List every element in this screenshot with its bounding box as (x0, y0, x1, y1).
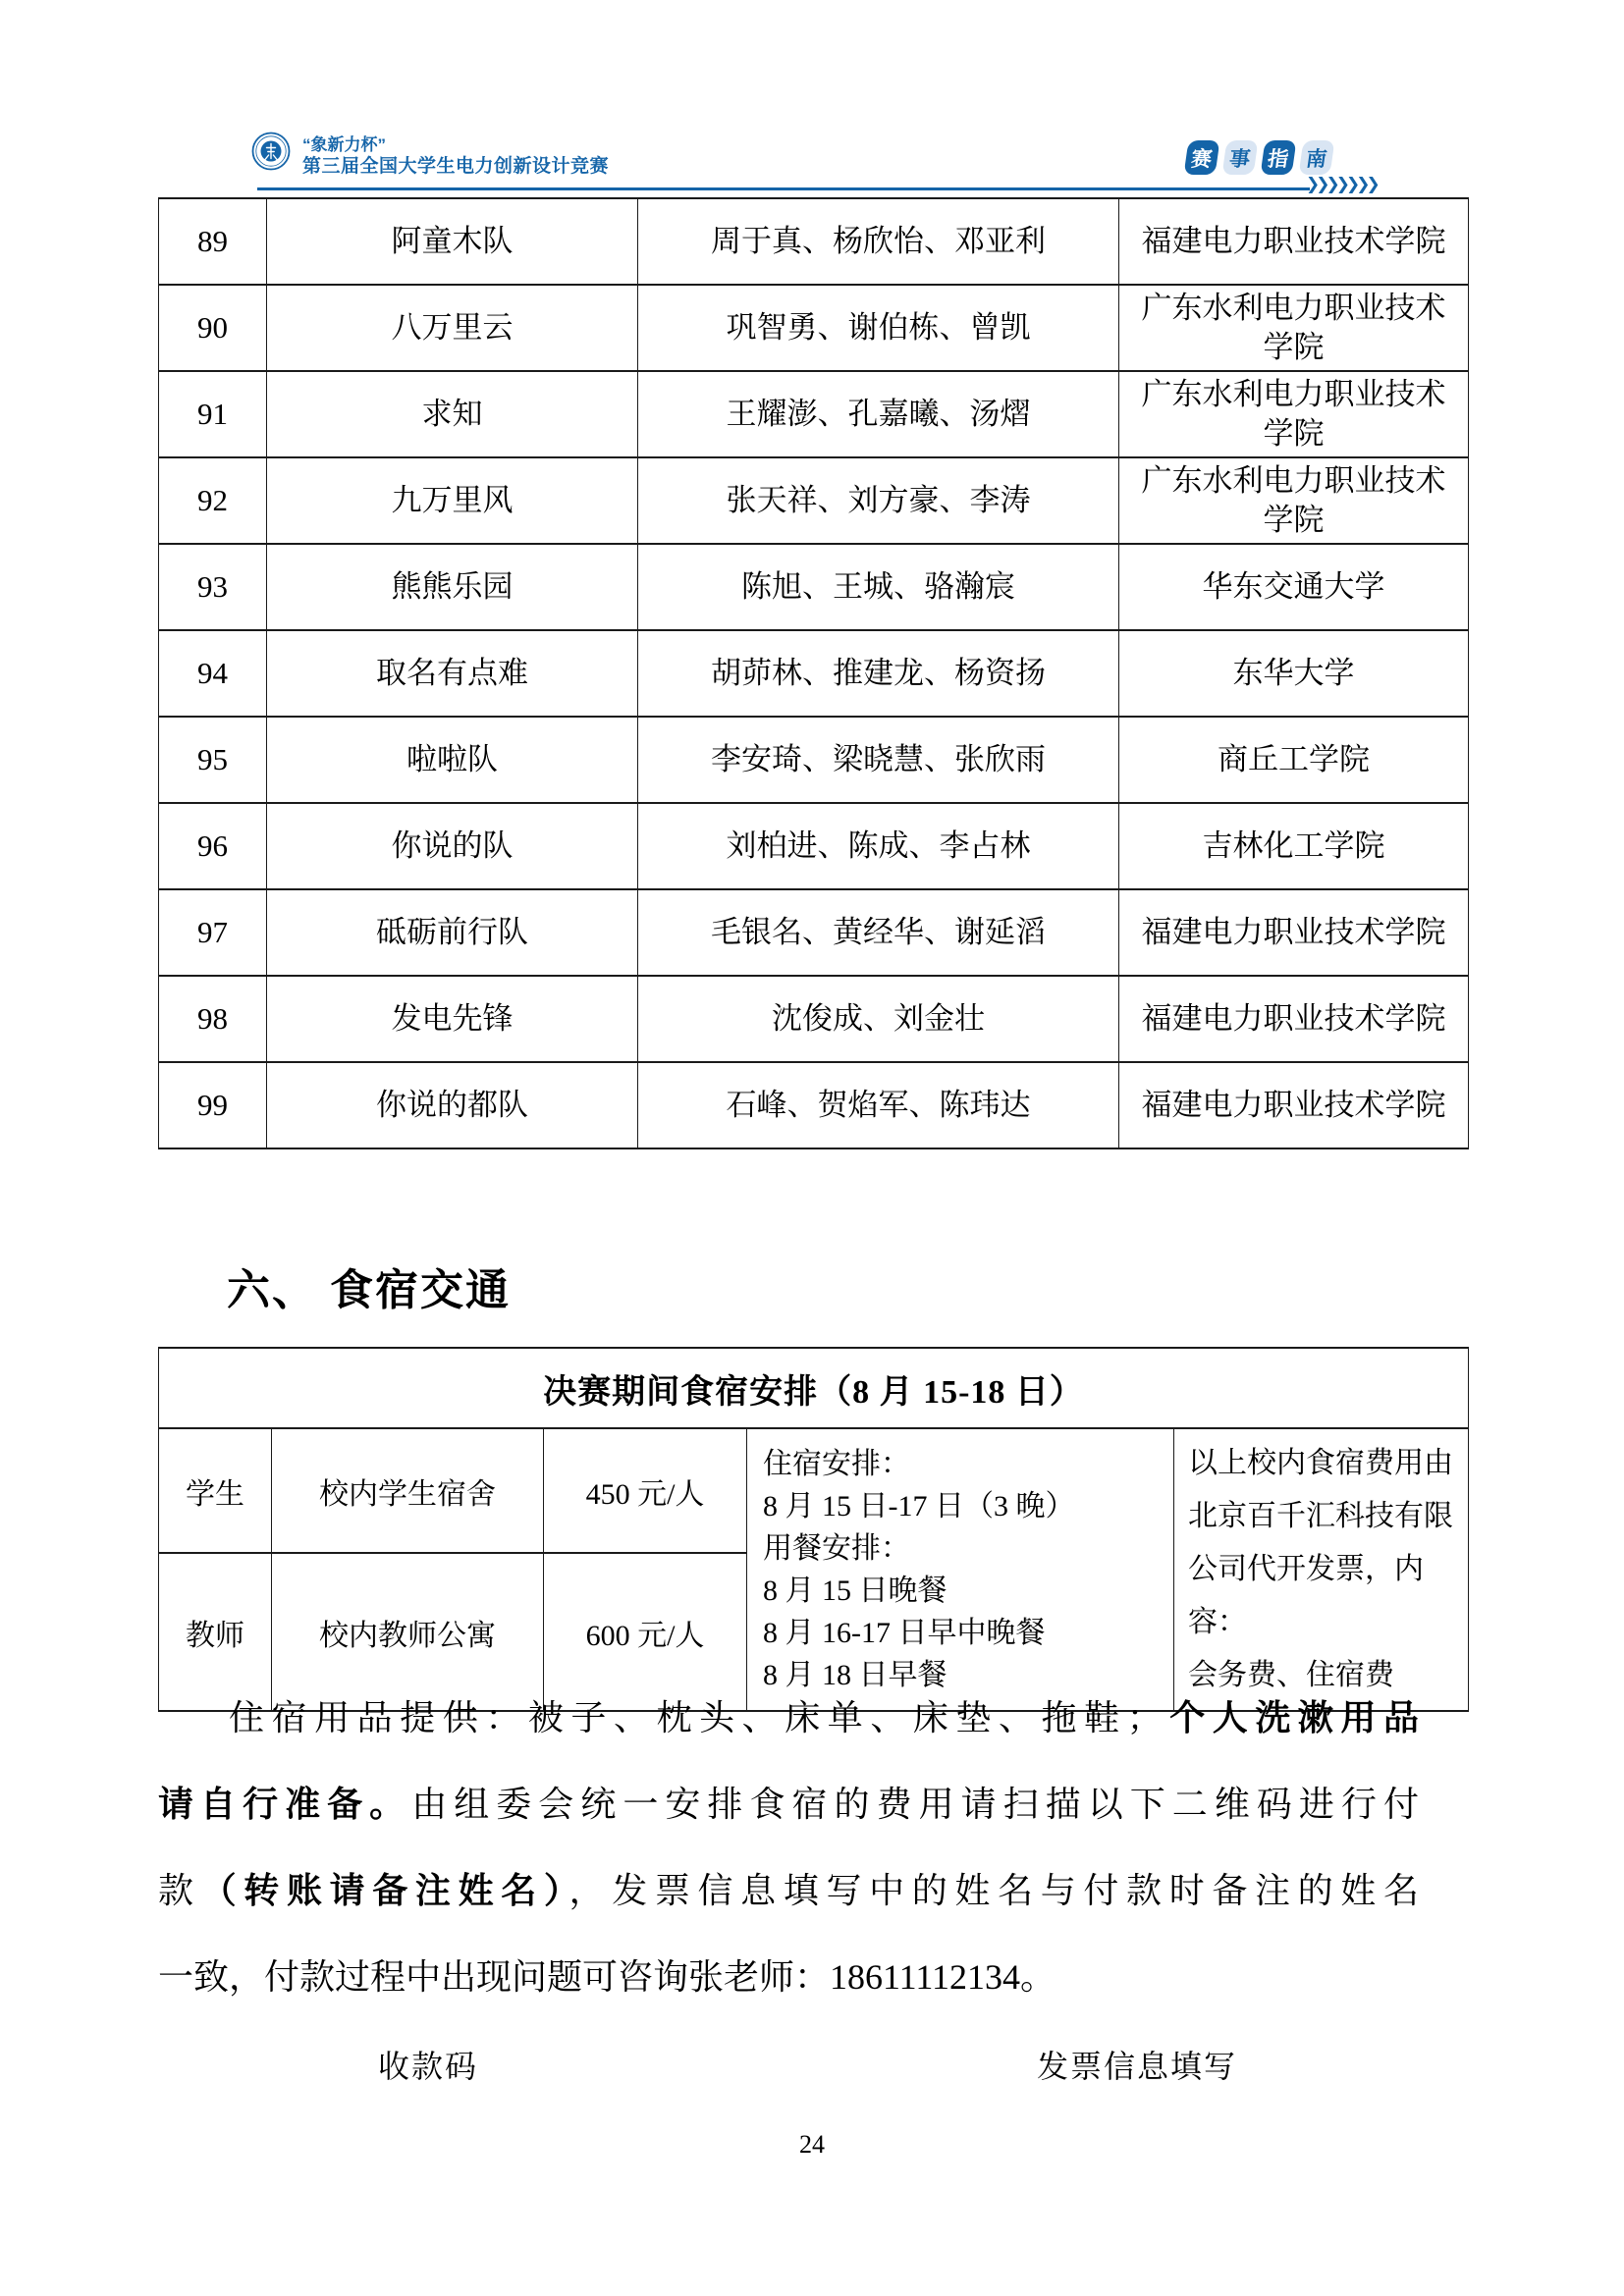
table-row (159, 717, 1469, 803)
guide-badge: 赛 (1184, 140, 1220, 175)
team-members-cell: 陈旭、王城、骆瀚宸 (638, 544, 1119, 630)
accommodation-table (158, 1347, 1469, 1712)
team-name-cell: 求知 (267, 371, 638, 457)
team-members-cell: 巩智勇、谢伯栋、曾凯 (638, 285, 1119, 371)
team-school-cell: 华东交通大学 (1119, 544, 1469, 630)
header-titles (302, 135, 609, 179)
table-row (159, 1428, 1469, 1553)
paragraph-line (158, 1675, 1419, 1761)
team-table-body (159, 198, 1469, 1148)
paragraph-segment: （转账请备注姓名） (200, 1871, 569, 1910)
paragraph-segment: ，发票信息填写中的姓名与付款时备注的姓名 (568, 1871, 1419, 1910)
team-school-cell: 东华大学 (1119, 630, 1469, 717)
team-name-cell: 你说的都队 (267, 1062, 638, 1148)
table-row (159, 803, 1469, 889)
accommodation-title-row (159, 1348, 1469, 1428)
team-name-cell: 取名有点难 (267, 630, 638, 717)
team-name-cell: 砥砺前行队 (267, 889, 638, 976)
team-no-cell: 96 (159, 803, 267, 889)
guide-badge: 指 (1261, 140, 1297, 175)
team-name-cell: 你说的队 (267, 803, 638, 889)
team-no-cell: 98 (159, 976, 267, 1062)
team-name-cell: 九万里风 (267, 457, 638, 544)
table-row (159, 198, 1469, 285)
invoice-info-caption: 发票信息填写 (1037, 2049, 1238, 2084)
notice-paragraph (158, 1675, 1419, 2020)
team-school-cell: 广东水利电力职业技术学院 (1119, 457, 1469, 544)
accommodation-table-title: 决赛期间食宿安排（8 月 15-18 日） (159, 1348, 1469, 1428)
team-no-cell: 92 (159, 457, 267, 544)
competition-cup-title: “象新力杯” (302, 135, 386, 154)
housing-cell: 校内学生宿舍 (272, 1428, 544, 1553)
guide-badge: 南 (1299, 140, 1335, 175)
housing-cell: 校内教师公寓 (272, 1553, 544, 1711)
table-row (159, 630, 1469, 717)
team-school-cell: 广东水利电力职业技术学院 (1119, 371, 1469, 457)
team-name-cell: 熊熊乐园 (267, 544, 638, 630)
role-cell: 学生 (159, 1428, 272, 1553)
schedule-line: 8 月 16-17 日早中晚餐 (763, 1617, 1046, 1649)
team-school-cell: 福建电力职业技术学院 (1119, 976, 1469, 1062)
team-school-cell: 商丘工学院 (1119, 717, 1469, 803)
table-row (159, 976, 1469, 1062)
schedule-cell (747, 1428, 1174, 1711)
paragraph-line (158, 1847, 1419, 1934)
team-members-cell: 毛银名、黄经华、谢延滔 (638, 889, 1119, 976)
paragraph-segment: 住宿用品提供：被子、枕头、床单、床垫、拖鞋； (229, 1698, 1163, 1737)
table-row (159, 1062, 1469, 1148)
invoice-line: 会务费、住宿费 (1188, 1659, 1394, 1691)
team-school-cell: 福建电力职业技术学院 (1119, 1062, 1469, 1148)
team-table (158, 197, 1469, 1149)
paragraph-segment: 个人洗漱用品 (1162, 1698, 1419, 1737)
table-row (159, 889, 1469, 976)
team-members-cell: 刘柏进、陈成、李占林 (638, 803, 1119, 889)
invoice-line: 北京百千汇科技有限 (1188, 1500, 1453, 1532)
competition-name-title: 第三届全国大学生电力创新设计竞赛 (302, 156, 610, 177)
invoice-line: 公司代开发票，内容： (1188, 1553, 1424, 1638)
team-no-cell: 95 (159, 717, 267, 803)
schedule-line: 8 月 15 日-17 日（3 晚） (763, 1490, 1075, 1522)
table-row (159, 544, 1469, 630)
team-members-cell: 周于真、杨欣怡、邓亚利 (638, 198, 1119, 285)
team-name-cell: 阿童木队 (267, 198, 638, 285)
team-members-cell: 李安琦、梁晓慧、张欣雨 (638, 717, 1119, 803)
team-school-cell: 福建电力职业技术学院 (1119, 198, 1469, 285)
team-school-cell: 福建电力职业技术学院 (1119, 889, 1469, 976)
paragraph-segment: 款 (158, 1871, 201, 1910)
team-no-cell: 94 (159, 630, 267, 717)
schedule-line: 8 月 18 日早餐 (763, 1659, 947, 1691)
team-no-cell: 89 (159, 198, 267, 285)
team-no-cell: 99 (159, 1062, 267, 1148)
invoice-cell (1174, 1428, 1469, 1711)
team-name-cell: 啦啦队 (267, 717, 638, 803)
team-school-cell: 吉林化工学院 (1119, 803, 1469, 889)
team-no-cell: 91 (159, 371, 267, 457)
team-members-cell: 胡茆林、推建龙、杨资扬 (638, 630, 1119, 717)
team-members-cell: 石峰、贺焰军、陈玮达 (638, 1062, 1119, 1148)
team-members-cell: 沈俊成、刘金壮 (638, 976, 1119, 1062)
payment-qr-caption: 收款码 (378, 2049, 479, 2084)
competition-logo-icon (251, 132, 291, 176)
paragraph-line (158, 1934, 1419, 2020)
page-number: 24 (799, 2130, 825, 2159)
paragraph-line (158, 1761, 1419, 1847)
section-heading: 六、 食宿交通 (227, 1266, 511, 1314)
team-no-cell: 93 (159, 544, 267, 630)
table-row (159, 285, 1469, 371)
paragraph-segment: 请自行准备。 (158, 1785, 412, 1824)
team-name-cell: 八万里云 (267, 285, 638, 371)
table-row (159, 457, 1469, 544)
team-members-cell: 张天祥、刘方豪、李涛 (638, 457, 1119, 544)
paragraph-segment: 由组委会统一安排食宿的费用请扫描以下二维码进行付 (411, 1785, 1419, 1824)
invoice-line: 以上校内食宿费用由 (1188, 1447, 1453, 1479)
invoice-cell-content (1188, 1437, 1464, 1702)
schedule-line: 8 月 15 日晚餐 (763, 1575, 947, 1607)
team-name-cell: 发电先锋 (267, 976, 638, 1062)
header-rule (257, 187, 1310, 190)
guide-badges (1186, 140, 1332, 175)
paragraph-segment: 一致，付款过程中出现问题可咨询张老师：18611112134。 (158, 1957, 1056, 1997)
schedule-line: 住宿安排： (763, 1448, 910, 1480)
schedule-line: 用餐安排： (763, 1532, 910, 1565)
team-no-cell: 90 (159, 285, 267, 371)
team-no-cell: 97 (159, 889, 267, 976)
price-cell: 450 元/人 (544, 1428, 747, 1553)
team-school-cell: 广东水利电力职业技术学院 (1119, 285, 1469, 371)
team-members-cell: 王耀澎、孔嘉曦、汤熠 (638, 371, 1119, 457)
price-cell: 600 元/人 (544, 1553, 747, 1711)
role-cell: 教师 (159, 1553, 272, 1711)
chevrons-icon: ❯❯❯❯❯❯❯ (1306, 175, 1377, 194)
guide-badge: 事 (1222, 140, 1259, 175)
table-row (159, 371, 1469, 457)
schedule-cell-content (763, 1443, 1167, 1696)
